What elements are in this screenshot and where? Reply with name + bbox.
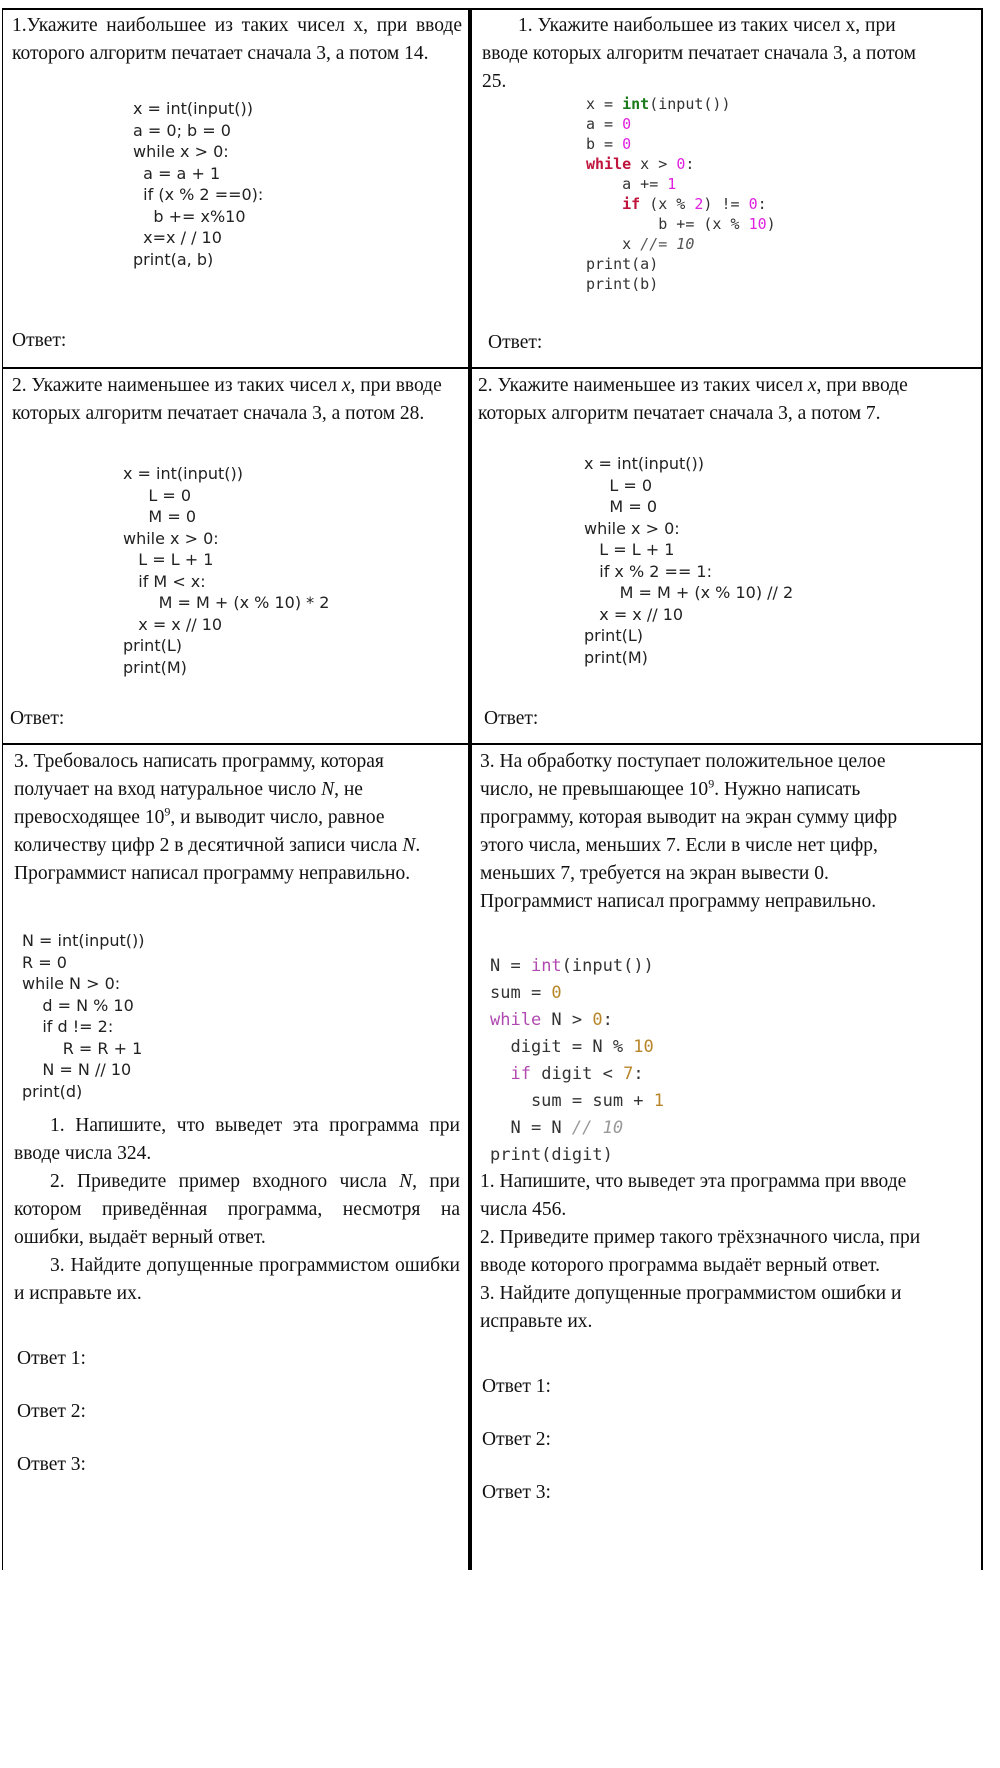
task-3-left: 3. Найдите допущенные программистом ошибки и исправьте их. — [14, 1255, 460, 1304]
answer-2-label-3-left: Ответ 2: — [17, 1401, 86, 1422]
cell-row1-right — [482, 12, 942, 96]
code-line: a = 0 — [586, 115, 632, 133]
answer-3-label-3-right: Ответ 3: — [482, 1482, 551, 1503]
answer-label-1-right: Ответ: — [488, 332, 543, 353]
code-1-right — [586, 94, 776, 294]
code-line: while N > 0: — [490, 1010, 613, 1030]
code-line: digit = N % 10 — [490, 1037, 654, 1057]
task-2-left: 2. Приведите пример входного числа N, при котором приведённая программа, несмотря на ошибки, выдаёт верный ответ. — [14, 1171, 460, 1248]
tasks-3-left — [14, 1112, 460, 1308]
code-2-right: x = int(input()) L = 0 M = 0 while x > 0: L = L + 1 if x % 2 == 1: M = M + (x % 10) // 2 x = x // 10 print(L) print(M) — [584, 454, 794, 667]
task-1-left: 1. Напишите, что выведет эта программа при вводе числа 324. — [14, 1115, 460, 1164]
code-line: x = int(input()) — [586, 95, 731, 113]
code-line: N = int(input()) — [490, 956, 654, 976]
code-line: if (x % 2) != 0: — [622, 195, 767, 213]
code-line: while x > 0: — [586, 155, 695, 173]
question-2-left: 2. Укажите наименьшее из таких чисел x, при вводе которых алгоритм печатает сначала 3, а потом 28. — [12, 375, 442, 424]
code-line: b = 0 — [586, 135, 632, 153]
question-2-right: 2. Укажите наименьшее из таких чисел x, при вводе которых алгоритм печатает сначала 3, а потом 7. — [478, 375, 908, 424]
cell-row2-left — [12, 372, 462, 428]
code-line: sum = 0 — [490, 983, 562, 1003]
answer-label-2-right: Ответ: — [484, 708, 539, 729]
code-line: print(digit) — [490, 1145, 613, 1165]
cell-row3-left — [14, 748, 460, 888]
answer-label-1-left: Ответ: — [12, 330, 67, 351]
code-line: sum = sum + 1 — [490, 1091, 665, 1111]
grid-left-border — [2, 8, 3, 1570]
grid-row2-divider — [2, 743, 983, 745]
task-2-right: 2. Приведите пример такого трёхзначного числа, при вводе которого программа выдаёт верный ответ. — [480, 1227, 921, 1276]
code-line: N = N // 10 — [490, 1118, 624, 1138]
answer-1-label-3-left: Ответ 1: — [17, 1348, 86, 1369]
cell-row3-right — [480, 748, 940, 916]
task-1-right: 1. Напишите, что выведет эта программа при вводе числа 456. — [480, 1171, 907, 1220]
question-3-right: 3. На обработку поступает положительное целое число, не превышающее $10^9$. Нужно написать программу, которая выводит на экран сумму цифр этого числа, меньших 7. Если в числе нет цифр, меньших 7, требуется на экран вывести 0. Программист написал программу неправильно. — [480, 751, 898, 912]
grid-center-divider — [468, 8, 472, 1570]
grid-top-border — [2, 8, 983, 10]
question-1-left: 1.Укажите наибольшее из таких чисел x, при вводе которого алгоритм печатает сначала 3, а потом 14. — [12, 15, 462, 64]
code-line: b += (x % 10) — [586, 215, 776, 233]
grid-right-border — [981, 8, 983, 1570]
answer-1-label-3-right: Ответ 1: — [482, 1376, 551, 1397]
cell-row2-right — [478, 372, 958, 428]
code-line: a += 1 — [586, 175, 677, 193]
code-2-left: x = int(input()) L = 0 M = 0 while x > 0: L = L + 1 if M < x: M = M + (x % 10) * 2 x = x // 10 print(L) print(M) — [123, 464, 330, 677]
question-3-left: 3. Требовалось написать программу, которая получает на вход натуральное число N, не превосходящее $10^9$, и выводит число, равное количеству цифр 2 в десятичной записи числа N. Программист написал программу неправильно. — [14, 751, 421, 884]
code-line: print(b) — [586, 275, 659, 293]
grid-row1-divider — [2, 367, 983, 369]
cell-row1-left — [12, 12, 462, 68]
task-3-right: 3. Найдите допущенные программистом ошибки и исправьте их. — [480, 1283, 902, 1332]
answer-3-label-3-left: Ответ 3: — [17, 1454, 86, 1475]
code-line: print(a) — [586, 255, 659, 273]
code-line: x //= 10 — [586, 235, 695, 253]
code-3-left: N = int(input()) R = 0 while N > 0: d = N % 10 if d != 2: R = R + 1 N = N // 10 print(d) — [22, 931, 145, 1101]
code-3-right — [490, 953, 664, 1169]
question-1-right: 1. Укажите наибольшее из таких чисел x, при вводе которых алгоритм печатает сначала 3, а потом 25. — [482, 15, 916, 92]
code-line: if digit < 7: — [510, 1064, 644, 1084]
code-1-left: x = int(input()) a = 0; b = 0 while x > 0: a = a + 1 if (x % 2 ==0): b += x%10 x=x / / 10 print(a, b) — [133, 99, 264, 269]
answer-label-2-left: Ответ: — [10, 708, 65, 729]
answer-2-label-3-right: Ответ 2: — [482, 1429, 551, 1450]
tasks-3-right — [480, 1168, 940, 1336]
